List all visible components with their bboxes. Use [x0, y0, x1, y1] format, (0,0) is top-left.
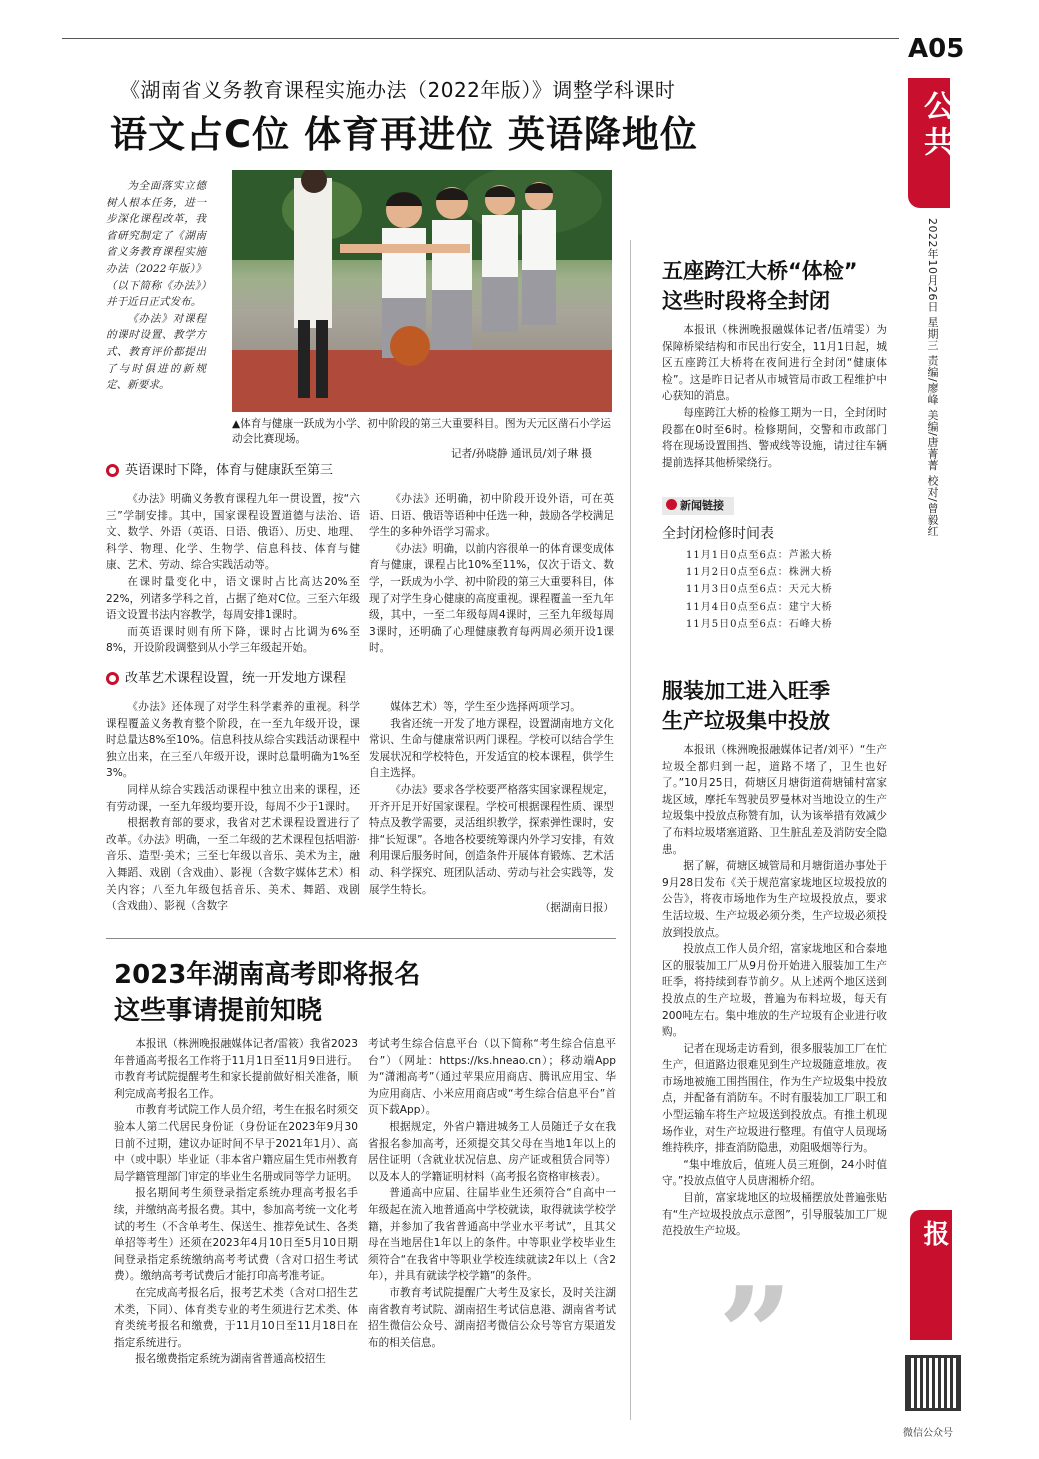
schedule-item: 11月5日0点至6点：石峰大桥	[686, 618, 833, 630]
sec1-left-p1: 《办法》明确义务教育课程九年一贯设置，按“六三”学制安排。其中，国家课程设置道德与法治、语文、数学、外语（英语、日语、俄语）、历史、地理、科学、物理、化学、生物学、信息科技、体育与健康、艺术、劳动、综合实践活动等。	[106, 493, 360, 572]
exam-col-right	[368, 1036, 616, 1351]
exam-right-p3: 普通高中应届、往届毕业生还须符合“自高中一年级起在流入地普通高中学校就读，取得就读学校学籍，并参加了我省普通高中学业水平考试”，且其父母在当地居住1年以上的条件。中等职业学校毕业生须符合“在我省中等职业学校连续就读2年以上（含2年），并具有就读学校学籍”的条件。	[368, 1187, 616, 1283]
garment-p6: 目前，富家垅地区的垃圾桶摆放处普遍张贴有“生产垃圾投放点示意图”，引导服装加工厂规范投放生产垃圾。	[662, 1192, 887, 1238]
bridge-p2: 每座跨江大桥的检修工期为一日，全封闭时段都在0时至6时。检修期间，交警和市政部门将在现场设置围挡、警戒线等设施，请过往车辆提前选择其他桥梁绕行。	[662, 406, 887, 469]
schedule-title: 全封闭检修时间表	[662, 526, 774, 542]
exam-left-p3: 报名期间考生须登录指定系统办理高考报名手续，并缴纳高考报名费。其中，参加高考统一文化考试的考生（不含单考生、保送生、推荐免试生、各类单招等考生）还须在2023年4月10日至5月10日期间登录指定系统缴纳高考考试费（含对口招生考试费）。缴纳高考考试费后才能打印高考准考证。	[114, 1187, 358, 1283]
section-label: 公共	[918, 90, 953, 162]
bridge-title-2: 这些时段将全封闭	[662, 289, 830, 313]
photo-illustration	[232, 170, 612, 412]
section2-title: 改革艺术课程设置，统一开发地方课程	[125, 671, 347, 686]
section-bullet-icon	[106, 464, 119, 477]
sec1-left-p3: 而英语课时则有所下降，课时占比调为6%至8%，开设阶段调整到从小学三年级起开始。	[106, 625, 360, 655]
exam-right-p2: 根据规定，外省户籍进城务工人员随迁子女在我省报名参加高考，还须提交其父母在当地1年以上的居住证明（含就业状况信息、房产证或租赁合同等）以及本人的学籍证明材料（高考报名资格审核表）。	[368, 1120, 616, 1183]
lead-title: 语文占C位 体育再进位 英语降地位	[110, 113, 698, 156]
news-link-tag	[662, 497, 734, 515]
sec1-right-p1: 《办法》还明确，初中阶段开设外语，可在英语、日语、俄语等语种中任选一种，鼓励各学校满足学生的多种外语学习需求。	[369, 493, 614, 539]
lead-photo	[232, 170, 612, 412]
sec2-left-p1: 《办法》还体现了对学生科学素养的重视。科学课程覆盖义务教育整个阶段，在一至九年级开设，课时总量达8%至10%。信息科技从综合实践活动课程中独立出来，在三至八年级开设，课时总量明确为1%至3%。	[106, 701, 360, 780]
section2-heading	[106, 667, 346, 686]
sec2-left-p2: 同样从综合实践活动课程中独立出来的课程，还有劳动课，一至九年级均要开设，每周不少于1课时。	[106, 783, 360, 813]
exam-col-left	[114, 1036, 358, 1368]
column-divider	[630, 240, 631, 1420]
section-tab	[908, 78, 953, 208]
exam-divider	[106, 938, 616, 939]
garment-p5: “集中堆放后，值班人员三班倒，24小时值守。”投放点值守人员唐湘桥介绍。	[662, 1158, 887, 1188]
exam-right-p4: 市教育考试院提醒广大考生及家长，及时关注湖南省教育考试院、湖南招生考试信息港、湖南省考试招生微信公众号、湖南招考微信公众号等官方渠道发布的相关信息。	[368, 1286, 616, 1349]
bridge-p1: 本报讯（株洲晚报融媒体记者/伍靖雯）为保障桥梁结构和市民出行安全，11月1日起，城区五座跨江大桥将在夜间进行全封闭“健康体检”。这是昨日记者从市城管局市政工程维护中心获知的消息。	[662, 324, 887, 403]
sec2-left-p3: 根据教育部的要求，我省对艺术课程设置进行了改革。《办法》明确，一至二年级的艺术课程包括唱游·音乐、造型·美术；三至七年级以音乐、美术为主，融入舞蹈、戏剧（含戏曲）、影视（含数字媒体艺术）相关内容；八至九年级包括音乐、美术、舞蹈、戏剧（含戏曲）、影视（含数字	[106, 817, 360, 913]
schedule-item: 11月4日0点至6点：建宁大桥	[686, 601, 833, 613]
exam-left-p1: 本报讯（株洲晚报融媒体记者/雷筱）我省2023年普通高考报名工作将于11月1日至11月9日进行。市教育考试院提醒考生和家长提前做好相关准备，顺利完成高考报名工作。	[114, 1038, 358, 1100]
garment-title	[662, 676, 830, 736]
lead-kicker: 《湖南省义务教育课程实施办法（2022年版）》调整学科课时	[120, 78, 676, 102]
bridge-title	[662, 256, 858, 316]
exam-title	[114, 957, 420, 1029]
page-number: A05	[908, 34, 965, 64]
section-bullet-icon	[106, 672, 119, 685]
brand-logo-text: 株洲晚报	[919, 1220, 986, 1304]
brand-logo	[910, 1210, 986, 1340]
exam-left-p4: 在完成高考报名后，报考艺术类（含对口招生艺术类，下同）、体育类专业的考生须进行艺术类、体育类统考报名和缴费，于11月10日至11月18日在指定系统进行。	[114, 1286, 358, 1349]
qr-label: 微信公众号	[903, 1428, 953, 1439]
photo-caption-text: ▲体育与健康一跃成为小学、初中阶段的第三大重要科目。图为天元区凿石小学运动会比赛现场。	[232, 418, 611, 445]
garment-p1: 本报讯（株洲晚报融媒体记者/刘平）“生产垃圾全都归到一起，道路不堵了，卫生也好了。”10月25日，荷塘区月塘街道荷塘铺村富家垅区域，摩托车驾驶员罗曼林对当地设立的生产垃圾集中投放点称赞有加，认为该举措有效减少了布料垃圾堵塞道路、卫生脏乱差及消防安全隐患。	[662, 744, 887, 856]
lead-intro	[106, 178, 206, 394]
lead-intro-p1: 为全面落实立德树人根本任务，进一步深化课程改革，我省研究制定了《湖南省义务教育课程实施办法（2022年版）》（以下简称《办法》）并于近日正式发布。	[106, 180, 206, 309]
exam-title-1: 2023年湖南高考即将报名	[114, 960, 421, 990]
garment-p4: 记者在现场走访看到，很多服装加工厂在忙生产，但道路边很难见到生产垃圾随意堆放。夜市场地被施工围挡围住，作为生产垃圾集中投放点，并配备有消防车。不时有服装加工厂职工和小型运输车将生产垃圾送到投放点。有推土机现场作业，对生产垃圾进行整理。有值守人员现场维持秩序，排查消防隐患，劝阻吸烟等行为。	[662, 1042, 887, 1155]
news-link-label: 新闻链接	[680, 499, 724, 512]
photo-caption	[232, 417, 612, 462]
sec2-right-p3: 《办法》要求各学校要严格落实国家课程规定，开齐开足开好国家课程。学校可根据课程性质、课型特点及教学需要，灵活组织教学，探索弹性课时，安排“长短课”。各地各校要统筹课内外学习安排，有效利用课后服务时间，创造条件开展体育锻炼、艺术活动、科学探究、班团队活动、劳动与社会实践等，发展学生特长。	[369, 783, 614, 896]
schedule-item: 11月3日0点至6点：天元大桥	[686, 584, 833, 596]
bridge-title-1: 五座跨江大桥“体检”	[662, 259, 858, 283]
sec2-col-right	[369, 699, 614, 916]
sec1-left-p2: 在课时量变化中，语文课时占比高达20%至22%，列诸多学科之首，占据了绝对C位。三至六年级语文设置书法内容教学，每周安排1课时。	[106, 575, 360, 622]
exam-left-p2: 市教育考试院工作人员介绍，考生在报名时须交验本人第二代居民身份证（身份证在2023年9月30日前不过期，建议办证时间不早于2021年1月）、高中（或中职）毕业证（非本省户籍应届生凭市州教育局学籍管理部门审定的毕业生名册或同等学力证明。	[114, 1104, 358, 1183]
sec1-right-p2: 《办法》明确，以前内容很单一的体育课变成体育与健康，课程占比10%至11%，仅次于语文、数学，一跃成为小学、初中阶段的第三大重要科目，体现了对学生身心健康的高度重视。课程覆盖一至九年级，其中，一至二年级每周4课时，三至九年级每周3课时，还明确了心理健康教育每两周必须开设1课时。	[369, 542, 614, 655]
sidebar-date: 2022年10月26日 星期三 责编/廖峰 美编/唐菁菁 校对/曾毅红	[926, 218, 939, 537]
schedule-item: 11月1日0点至6点：芦淞大桥	[686, 550, 833, 561]
schedule-item: 11月2日0点至6点：株洲大桥	[686, 567, 833, 579]
sec2-right-p2: 我省还统一开发了地方课程，设置湖南地方文化常识、生命与健康常识两门课程。学校可以结合学生发展状况和学校特色，开发适宜的校本课程，供学生自主选择。	[369, 717, 614, 780]
section1-heading	[106, 459, 333, 478]
sec2-col-left	[106, 699, 360, 915]
section1-title: 英语课时下降，体育与健康跃至第三	[125, 463, 334, 478]
exam-right-p1: 考试考生综合信息平台（以下简称“考生综合信息平台”）（网址：https://ks.hneao.cn）；移动端App为“潇湘高考”（通过苹果应用商店、腾讯应用宝、华为应用商店、小米应用商店或“考生综合信息平台”首页下载App）。	[368, 1038, 616, 1117]
exam-left-p5: 报名缴费指定系统为湖南省普通高校招生	[135, 1353, 326, 1366]
garment-body	[662, 742, 887, 1240]
top-rule	[62, 38, 899, 39]
schedule-list	[686, 547, 833, 633]
bridge-body	[662, 322, 887, 471]
quote-mark-icon: ”	[718, 1258, 793, 1411]
qr-code[interactable]	[905, 1355, 961, 1411]
sec1-col-left	[106, 491, 360, 657]
garment-p2: 据了解，荷塘区城管局和月塘街道办事处于9月28日发布《关于规范富家垅地区垃圾投放的公告》，将夜市场地作为生产垃圾投放点，要求生活垃圾、生产垃圾必须分类，生产垃圾必须投放到投放点。	[662, 860, 887, 939]
sec2-right-p1: 媒体艺术）等，学生至少选择两项学习。	[390, 701, 581, 713]
garment-title-2: 生产垃圾集中投放	[662, 709, 830, 733]
garment-title-1: 服装加工进入旺季	[662, 679, 830, 703]
lead-intro-p2: 《办法》对课程的课时设置、教学方式、教育评价都提出了与时俱进的新规定、新要求。	[106, 312, 206, 392]
photo-credit: 记者/孙晓静 通讯员/刘子琳 摄	[451, 448, 592, 460]
lead-source: （据湖南日报）	[539, 902, 614, 915]
exam-title-2: 这些事请提前知晓	[114, 996, 323, 1026]
sec1-col-right	[369, 491, 614, 657]
garment-p3: 投放点工作人员介绍，富家垅地区和合泰地区的服装加工厂从9月份开始进入服装加工生产旺季，将持续到春节前夕。从上述两个地区送到投放点的生产垃圾，普遍为布料垃圾，每天有200吨左右。集中堆放的生产垃圾有企业进行收购。	[662, 943, 887, 1039]
news-link-icon	[666, 499, 677, 510]
